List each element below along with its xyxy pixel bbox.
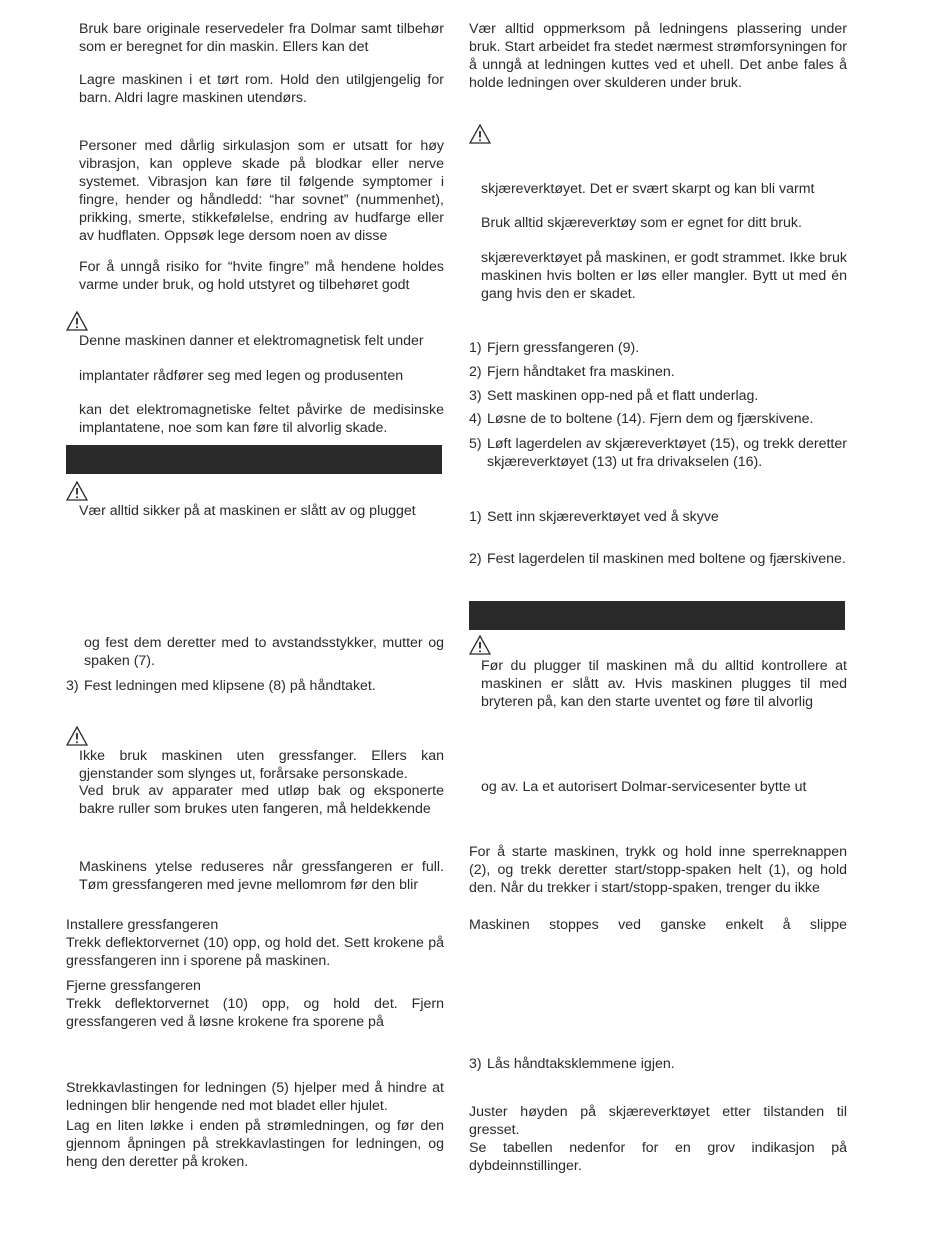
paragraph-rear-discharge: Ved bruk av apparater med utløp bak og eksponerte bakre ruller som brukes uten fangeren, må heldekkende xyxy=(79,783,444,817)
warning-triangle-icon xyxy=(66,726,88,746)
list-item xyxy=(66,677,444,695)
warning-triangle-icon xyxy=(66,481,88,501)
step-number: 2) xyxy=(469,364,482,380)
step-text: Lås håndtaksklemmene igjen. xyxy=(487,1056,675,1072)
step-text: Fjern gressfangeren (9). xyxy=(487,340,640,356)
paragraph-stop-machine: Maskinen stoppes ved ganske enkelt å slippe xyxy=(469,917,847,933)
step-text: Sett maskinen opp-ned på et flatt underlag. xyxy=(487,388,759,404)
paragraph-white-fingers: For å unngå risiko for “hvite fingre” må hendene holdes varme under bruk, og hold utstyret og tilbehøret godt xyxy=(79,259,444,293)
paragraph-catcher-full: Maskinens ytelse reduseres når gressfangeren er full. Tøm gressfangeren med jevne mellomrom før den blir xyxy=(79,859,444,893)
step-text: Løsne de to boltene (14). Fjern dem og fjærskivene. xyxy=(487,411,814,427)
paragraph-suitable-blade: Bruk alltid skjæreverktøy som er egnet for ditt bruk. xyxy=(481,215,802,231)
heading-install-catcher: Installere gressfangeren xyxy=(66,917,219,933)
step-text: Løft lagerdelen av skjæreverktøyet (15), og trekk deretter skjæreverktøyet (13) ut fra drivakselen (16). xyxy=(487,436,847,470)
section-header-bar xyxy=(66,445,442,474)
list-item xyxy=(469,339,847,357)
step-number: 1) xyxy=(469,340,482,356)
paragraph-depth-table: Se tabellen nedenfor for en grov indikasjon på dybdeinnstillinger. xyxy=(469,1140,847,1174)
step-number: 5) xyxy=(469,436,482,452)
warning-triangle-icon xyxy=(469,124,491,144)
list-item xyxy=(469,363,847,381)
list-item xyxy=(469,1055,847,1073)
step-text: Sett inn skjæreverktøyet ved å skyve xyxy=(487,509,719,525)
list-item xyxy=(469,387,847,405)
paragraph-bolt-tight: skjæreverktøyet på maskinen, er godt strammet. Ikke bruk maskinen hvis bolten er løs eller mangler. Bytt ut med én gang hvis den er skadet. xyxy=(481,250,847,302)
paragraph-cord-loop: Lag en liten løkke i enden på strømledningen, og før den gjennom åpningen på strekkavlastingen for ledningen, og heng den deretter på kroken. xyxy=(66,1118,444,1170)
heading-remove-catcher: Fjerne gressfangeren xyxy=(66,978,201,994)
paragraph-implants: implantater rådfører seg med legen og produsenten xyxy=(79,368,404,384)
paragraph-start-machine: For å starte maskinen, trykk og hold inne sperreknappen (2), og trekk deretter start/stopp-spaken helt (1), og hold den. Når du trekker i start/stopp-spaken, trenger du ikke xyxy=(469,844,847,896)
paragraph-no-catcher: Ikke bruk maskinen uten gressfanger. Ellers kan gjenstander som slynges ut, forårsake personskade. xyxy=(79,748,444,782)
paragraph-remove-catcher: Trekk deflektorvernet (10) opp, og hold det. Fjern gressfangeren ved å løsne krokene fra sporene på xyxy=(66,996,444,1030)
step-text: Fjern håndtaket fra maskinen. xyxy=(487,364,675,380)
list-item xyxy=(469,435,847,471)
warning-triangle-icon xyxy=(66,311,88,331)
paragraph-blade-sharp: skjæreverktøyet. Det er svært skarpt og kan bli varmt xyxy=(481,181,815,197)
paragraph-unplug: Vær alltid sikker på at maskinen er slått av og plugget xyxy=(79,503,416,519)
list-item xyxy=(469,550,847,568)
paragraph-cord-position: Vær alltid oppmerksom på ledningens plassering under bruk. Start arbeidet fra stedet nærmest strømforsyningen for å unngå at ledningen kuttes ved et uhell. Det anbe fales å holde ledningen over skulderen under bruk. xyxy=(469,21,847,91)
section-header-bar xyxy=(469,601,845,630)
step-number: 3) xyxy=(469,1056,482,1072)
paragraph-install-catcher: Trekk deflektorvernet (10) opp, og hold det. Sett krokene på gressfangeren inn i sporene på maskinen. xyxy=(66,935,444,969)
step-number: 1) xyxy=(469,509,482,525)
paragraph-storage: Lagre maskinen i et tørt rom. Hold den utilgjengelig for barn. Aldri lagre maskinen utendørs. xyxy=(79,72,444,106)
step-text: Fest lagerdelen til maskinen med boltene og fjærskivene. xyxy=(487,551,846,567)
step-number: 3) xyxy=(66,678,79,694)
paragraph-service-center: og av. La et autorisert Dolmar-servicesenter bytte ut xyxy=(481,779,807,795)
list-item xyxy=(469,508,847,526)
paragraph-fasten-handle: og fest dem deretter med to avstandsstykker, mutter og spaken (7). xyxy=(84,635,444,669)
step-text: Fest ledningen med klipsene (8) på håndtaket. xyxy=(84,678,376,694)
paragraph-emf-risk: kan det elektromagnetiske feltet påvirke de medisinske implantatene, noe som kan føre til alvorlig skade. xyxy=(79,402,444,436)
paragraph-adjust-height: Juster høyden på skjæreverktøyet etter tilstanden til gresset. xyxy=(469,1104,847,1138)
list-item xyxy=(469,410,847,428)
paragraph-vibration: Personer med dårlig sirkulasjon som er utsatt for høy vibrasjon, kan oppleve skade på blodkar eller nerve systemet. Vibrasjon kan føre til følgende symptomer i fingre, hender og håndledd: “har sovnet” (nummenhet), prikking, smerte, stikkefølelse, endring av hudfarge eller av hudflaten. Oppsøk lege dersom noen av disse xyxy=(79,138,444,244)
step-number: 4) xyxy=(469,411,482,427)
warning-triangle-icon xyxy=(469,635,491,655)
paragraph-strain-relief: Strekkavlastingen for ledningen (5) hjelper med å hindre at ledningen blir hengende ned mot bladet eller hjulet. xyxy=(66,1080,444,1114)
paragraph-emf: Denne maskinen danner et elektromagnetisk felt under xyxy=(79,333,424,349)
step-number: 3) xyxy=(469,388,482,404)
paragraph-spare-parts: Bruk bare originale reservedeler fra Dolmar samt tilbehør som er beregnet for din maskin. Ellers kan det xyxy=(79,21,444,55)
step-number: 2) xyxy=(469,551,482,567)
paragraph-check-switch: Før du plugger til maskinen må du alltid kontrollere at maskinen er slått av. Hvis maskinen plugges til med bryteren på, kan den starte uventet og føre til alvorlig xyxy=(481,658,847,710)
